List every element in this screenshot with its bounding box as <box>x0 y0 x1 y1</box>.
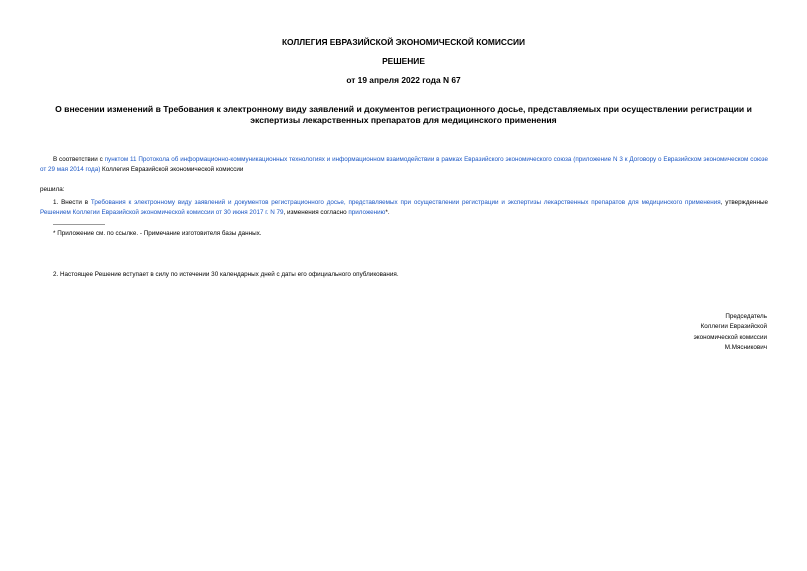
signature-name: М.Мясникович <box>724 344 767 352</box>
intro-prefix: В соответствии с <box>53 156 105 163</box>
item-1-suffix: *. <box>385 209 390 216</box>
document-title: О внесении изменений в Требования к электронному виду заявлений и документов регистрационного досье, представляемых при осуществлении регистрации и экспертизы лекарственных препаратов для медицинского применения <box>55 104 752 125</box>
item-1-middle: , утвержденные <box>720 199 768 206</box>
item-1-middle-2: , изменения согласно <box>283 209 349 216</box>
intro-suffix: Коллегия Евразийской экономической комиссии <box>100 166 244 173</box>
intro-paragraph <box>40 155 768 175</box>
appendix-link[interactable]: приложению <box>348 209 386 216</box>
requirements-link[interactable]: Требования к электронному виду заявлений и документов регистрационного досье, представляемых при осуществлении регистрации и экспертизы лекарственных препаратов для медицинского применения <box>90 199 721 206</box>
signature-commission: экономической комиссии <box>693 333 767 341</box>
footnote-divider <box>53 224 105 225</box>
document-type-heading: РЕШЕНИЕ <box>382 56 425 66</box>
organization-heading: КОЛЛЕГИЯ ЕВРАЗИЙСКОЙ ЭКОНОМИЧЕСКОЙ КОМИССИИ <box>281 37 526 47</box>
protocol-link[interactable]: пунктом 11 Протокола об информационно-коммуникационных технологиях и информационном взаимодействии в рамках Евразийского экономического союза (приложение N 3 к Договору о Евразийском экономическом союзе от 29 мая 2014 года) <box>40 156 768 173</box>
signature-block <box>567 312 767 354</box>
item-2-paragraph: 2. Настоящее Решение вступает в силу по истечении 30 календарных дней с даты его официального опубликования. <box>53 271 399 278</box>
signature-position: Председатель <box>725 313 767 320</box>
signature-body: Коллегии Евразийской <box>700 323 767 331</box>
item-1-prefix: 1. Внести в <box>53 199 91 206</box>
footnote-text: * Приложение см. по ссылке. - Примечание изготовителя базы данных. <box>53 230 262 237</box>
item-1-paragraph <box>40 198 768 218</box>
decided-label: решила: <box>40 186 65 193</box>
date-number-heading: от 19 апреля 2022 года N 67 <box>346 75 461 85</box>
decision-link[interactable]: Решением Коллегии Евразийской экономической комиссии от 30 июня 2017 г. N 79 <box>40 209 284 216</box>
